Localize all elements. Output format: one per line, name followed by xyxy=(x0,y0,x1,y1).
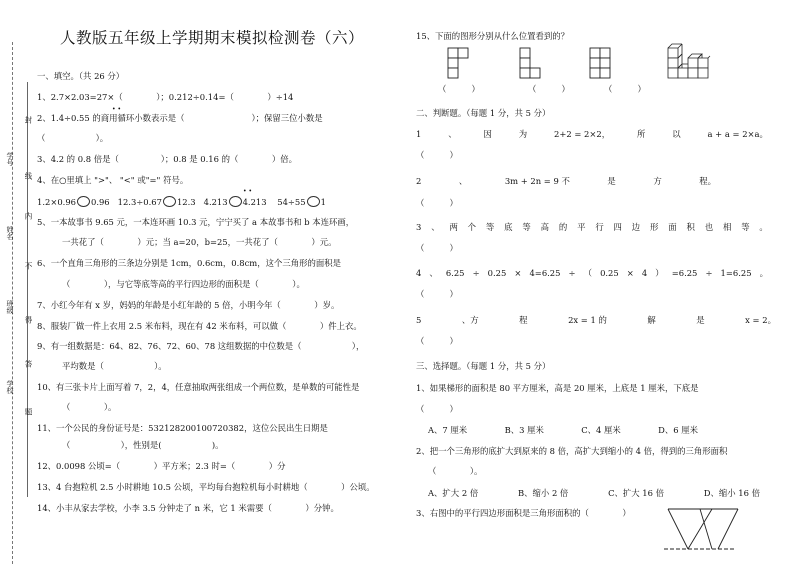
option[interactable]: C、扩大 16 倍 xyxy=(608,488,664,498)
seal-char: 内 xyxy=(24,212,33,220)
view-answer-blank[interactable]: （ ） xyxy=(528,84,570,94)
view-answer-blank[interactable]: （ ） xyxy=(438,84,480,94)
seal-char: 得 xyxy=(24,316,33,324)
question-line: 9、有一组数据是：64、82、76、72、60、78 这组数据的中位数是（ ）， xyxy=(37,341,365,351)
margin-label-name: 姓名 xyxy=(6,226,14,240)
question-line: 7、小红今年有 x 岁，妈妈的年龄是小红年龄的 5 倍，小明今年（ ）岁。 xyxy=(37,300,340,310)
choice-1: 1、如果梯形的面积是 80 平方厘米，高是 20 厘米，上底是 1 厘米，下底是 xyxy=(416,383,699,393)
question-line: 12、0.0098 公顷=（ ）平方米；2.3 时=（ ）分 xyxy=(37,461,286,471)
repeating-decimal-dots: • • xyxy=(243,188,252,195)
compare-item: 12.3÷0.67 xyxy=(117,197,162,207)
question-line: 6、一个直角三角形的三条边分别是 1cm，0.6cm，0.8cm，这个三角形的面积是 xyxy=(37,258,341,268)
seal-char: 不 xyxy=(24,262,33,270)
choice-2-blank[interactable]: （ ）。 xyxy=(428,466,483,476)
option[interactable]: A、扩大 2 倍 xyxy=(428,488,479,498)
compare-item: 54÷55 xyxy=(277,197,306,207)
choice-2: 2、把一个三角形的底扩大到原来的 8 倍，高扩大到缩小的 4 倍，得到的三角形面积 xyxy=(416,446,728,456)
question-line: 13、4 台抱粒机 2.5 小时耕地 10.5 公顷，平均每台抱粒机每小时耕地（ ）公顷。 xyxy=(37,482,375,492)
seal-char: 题 xyxy=(24,408,33,416)
question-line: 14、小丰从家去学校，小李 3.5 分钟走了 n 米，它 1 米需要（ ）分钟。 xyxy=(37,503,339,513)
view-figure-3 xyxy=(590,48,620,78)
question-15: 15、下面的图形分别从什么位置看到的？ xyxy=(416,31,570,41)
compare-row xyxy=(37,196,326,208)
view-figure-1 xyxy=(448,48,478,78)
option[interactable]: A、7 厘米 xyxy=(428,425,468,435)
seal-char: 答 xyxy=(24,360,33,368)
question-line: 1、2.7×2.03=27×（ ）；0.212÷0.14=（ ）÷14 xyxy=(37,92,294,102)
section-heading-judge: 二、判断题。（每题 1 分，共 5 分） xyxy=(416,108,551,118)
seal-char: 封 xyxy=(24,116,33,124)
option[interactable]: B、3 厘米 xyxy=(504,425,544,435)
judge-blank[interactable]: （ ） xyxy=(416,289,458,299)
question-line: 4、在○里填上 ">"、 "<" 或"=" 符号。 xyxy=(37,175,189,185)
judge-3: 3 、 两 个 等 底 等 高 的 平 行 四 边 形 面 积 也 相 等 。 xyxy=(416,222,768,232)
compare-item: 12.3 xyxy=(176,197,196,207)
compare-circle[interactable] xyxy=(307,196,320,207)
choice-3: 3、右图中的平行四边形面积是三角形面积的（ ） xyxy=(416,508,631,518)
page-title: 人教版五年级上学期期末模拟检测卷（六） xyxy=(60,29,365,47)
margin-label-class: 班级 xyxy=(6,300,14,314)
question-line: 11、一个公民的身份证号是：532128200100720382，这位公民出生日期是 xyxy=(37,423,328,433)
judge-blank[interactable]: （ ） xyxy=(416,150,458,160)
seal-char: 线 xyxy=(24,172,33,180)
compare-item: 4.213 xyxy=(242,197,267,207)
view-answer-blank[interactable]: （ ） xyxy=(604,84,646,94)
compare-circle[interactable] xyxy=(163,196,176,207)
judge-1: 1 、 因 为 2+2 = 2×2， 所 以 a + a = 2×a。 xyxy=(416,129,768,139)
margin-label-student-id: 学号 xyxy=(6,152,14,166)
choice-2-options xyxy=(428,488,760,499)
section-heading-choice: 三、选择题。（每题 1 分，共 5 分） xyxy=(416,361,551,371)
judge-blank[interactable]: （ ） xyxy=(416,243,458,253)
repeating-decimal-dots: • • xyxy=(112,106,121,113)
option[interactable]: C、4 厘米 xyxy=(581,425,621,435)
compare-circle[interactable] xyxy=(229,196,242,207)
section-heading-fill: 一、填空。（共 26 分） xyxy=(37,71,125,81)
option[interactable]: D、6 厘米 xyxy=(658,425,698,435)
question-line: 一共花了（ ）元；当 a=20，b=25，一共花了（ ）元。 xyxy=(62,237,337,247)
compare-item: 4.213 xyxy=(203,197,228,207)
compare-item: 1.2×0.96 xyxy=(37,197,76,207)
judge-4: 4 、 6.25 ÷ 0.25 × 4=6.25 ÷ （ 0.25 × 4 ） =6.25 ÷ 1=6.25 。 xyxy=(416,268,768,278)
question-line: 3、4.2 的 0.8 倍是（ ）；0.8 是 0.16 的（ ）倍。 xyxy=(37,154,297,164)
question-line: （ ）。 xyxy=(37,133,109,143)
judge-blank[interactable]: （ ） xyxy=(416,336,458,346)
judge-5: 5 、方 程 2x = 1 的 解 是 x = 2。 xyxy=(416,315,776,325)
compare-circle[interactable] xyxy=(77,196,90,207)
question-line: 2、1.4÷0.55 的商用循环小数表示是（ ）；保留三位小数是 xyxy=(37,113,323,123)
choice-1-options xyxy=(428,425,698,436)
question-line: 8、服装厂做一件上衣用 2.5 米布料，现在有 42 米布料，可以做（ ）件上衣。 xyxy=(37,321,362,331)
margin-label-school: 学校 xyxy=(6,380,14,394)
choice-blank[interactable]: （ ） xyxy=(416,404,458,414)
view-figure-2 xyxy=(520,48,550,78)
option[interactable]: D、缩小 16 倍 xyxy=(703,488,760,498)
compare-item: 0.96 xyxy=(90,197,110,207)
question-line: （ ）。 xyxy=(62,402,117,412)
cube-stack-figure xyxy=(664,36,710,78)
question-line: （ ），与它等底等高的平行四边形的面积是（ ）。 xyxy=(62,279,305,289)
question-line: （ ），性别是( )。 xyxy=(62,440,224,450)
judge-2: 2 、 3m + 2n = 9 不 是 方 程。 xyxy=(416,176,716,186)
question-line: 5、一本故事书 9.65 元，一本连环画 10.3 元，宁宁买了 a 本故事书和 b 本连环画， xyxy=(37,217,355,227)
parallelogram-triangle-figure xyxy=(662,506,742,552)
binding-solid-line xyxy=(27,82,28,497)
question-line: 10、有三张卡片上面写着 7，2，4，任意抽取两张组成一个两位数，是单数的可能性是 xyxy=(37,382,360,392)
question-line: 平均数是（ ）。 xyxy=(62,361,167,371)
compare-item: 1 xyxy=(320,197,326,207)
option[interactable]: B、缩小 2 倍 xyxy=(518,488,569,498)
judge-blank[interactable]: （ ） xyxy=(416,198,458,208)
